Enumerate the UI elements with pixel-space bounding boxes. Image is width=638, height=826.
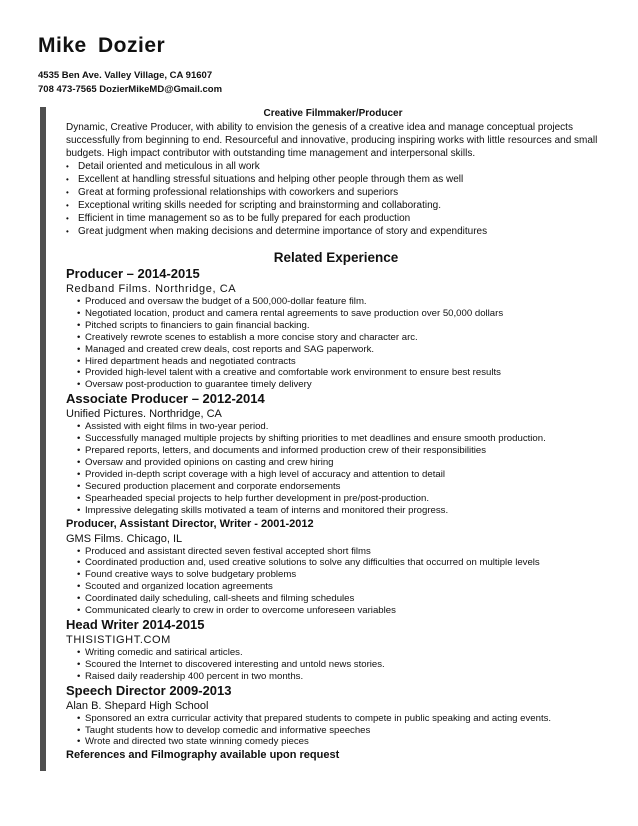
list-item: • Pitched scripts to financiers to gain financial backing. xyxy=(77,319,310,331)
bullet-icon: • xyxy=(66,175,69,184)
list-item: • Successfully managed multiple projects by shifting priorities to met deadlines and ensure smooth production. xyxy=(77,433,546,445)
list-item: • Hired department heads and negotiated contracts xyxy=(77,355,296,367)
company-name: Alan B. Shepard High School xyxy=(66,699,209,712)
list-item: • Negotiated location, product and camera rental agreements to save production over 50,000 dollars xyxy=(77,307,504,319)
sidebar-bar xyxy=(40,107,46,771)
list-item: • Produced and assistant directed seven festival accepted short films xyxy=(77,545,371,557)
bullet-icon: • xyxy=(77,355,81,367)
company-name: Redband Films. Northridge, CA xyxy=(66,283,237,295)
bullet-icon: • xyxy=(77,379,81,391)
company-name: Unified Pictures. Northridge, CA xyxy=(66,408,222,421)
job-bullets xyxy=(66,647,606,683)
list-item: • Coordinated daily scheduling, call-sheets and filming schedules xyxy=(77,593,355,605)
list-item: • Impressive delegating skills motivated a team of interns and monitored their progress. xyxy=(77,504,449,516)
bullet-icon: • xyxy=(77,296,81,307)
candidate-name: Mike Dozier xyxy=(38,34,166,57)
list-item: • Provided high-level talent with a creative and comfortable work environment to ensure best results xyxy=(77,367,501,379)
bullet-icon: • xyxy=(77,712,81,724)
bullet-icon: • xyxy=(77,670,81,682)
bullet-icon: • xyxy=(66,214,69,223)
bullet-icon: • xyxy=(77,557,81,569)
list-item: • Exceptional writing skills needed for scripting and brainstorming and collaborating. xyxy=(66,200,441,211)
list-item: • Oversaw post-production to guarantee timely delivery xyxy=(77,379,312,391)
list-item: • Produced and oversaw the budget of a 500,000-dollar feature film. xyxy=(77,296,367,307)
bullet-icon: • xyxy=(77,319,81,331)
bullet-icon: • xyxy=(77,433,81,445)
bullet-icon: • xyxy=(77,593,81,605)
company-name: GMS Films. Chicago, IL xyxy=(66,532,183,545)
list-item: • Scouted and organized location agreements xyxy=(77,581,273,593)
bullet-icon: • xyxy=(77,343,81,355)
address: 4535 Ben Ave. Valley Village, CA 91607 xyxy=(38,70,213,81)
bullet-icon: • xyxy=(66,162,69,171)
bullet-icon: • xyxy=(66,201,69,210)
resume-content xyxy=(66,107,606,763)
bullet-icon: • xyxy=(77,724,81,736)
bullet-icon: • xyxy=(77,658,81,670)
job-title: Producer, Assistant Director, Writer - 2001-2012 xyxy=(66,517,314,530)
bullet-icon: • xyxy=(77,445,81,457)
list-item: • Raised daily readership 400 percent in two months. xyxy=(77,670,304,682)
list-item: • Communicated clearly to crew in order to overcome unforeseen variables xyxy=(77,605,396,617)
list-item: • Assisted with eight films in two-year period. xyxy=(77,421,269,433)
list-item: • Provided in-depth script coverage with a high level of accuracy and attention to detail xyxy=(77,468,445,480)
bullet-icon: • xyxy=(77,331,81,343)
phone-email: 708 473-7565 DozierMikeMD@Gmail.com xyxy=(38,84,223,95)
list-item: • Excellent at handling stressful situations and helping other people through them as well xyxy=(66,174,464,185)
bullet-icon: • xyxy=(77,421,81,433)
job-bullets xyxy=(66,713,606,749)
list-item: • Creatively rewrote scenes to establish a more concise story and character arc. xyxy=(77,331,418,343)
bullet-icon: • xyxy=(77,456,81,468)
list-item: • Great at forming professional relationships with coworkers and superiors xyxy=(66,187,399,198)
bullet-icon: • xyxy=(77,569,81,581)
list-item: • Wrote and directed two state winning comedy pieces xyxy=(77,736,309,748)
list-item: • Prepared reports, letters, and documents and informed production crew of their responsibilities xyxy=(77,445,487,457)
section-title-experience: Related Experience xyxy=(273,250,399,265)
list-item: • Taught students how to develop comedic and informative speeches xyxy=(77,724,371,736)
job-title: Head Writer 2014-2015 xyxy=(66,616,205,632)
job-title: Speech Director 2009-2013 xyxy=(66,682,232,698)
bullet-icon: • xyxy=(77,367,81,379)
bullet-icon: • xyxy=(77,492,81,504)
bullet-icon: • xyxy=(77,736,81,748)
company-name: THISISTIGHT.COM xyxy=(66,633,171,646)
list-item: • Coordinated production and, used creative solutions to solve any difficulties that occurred on multiple levels xyxy=(77,557,540,569)
bullet-icon: • xyxy=(77,468,81,480)
summary-bullets xyxy=(66,160,606,238)
list-item: • Efficient in time management so as to be fully prepared for each production xyxy=(66,213,411,224)
job-title: Producer – 2014-2015 xyxy=(66,266,200,281)
bullet-icon: • xyxy=(66,227,69,236)
list-item: • Writing comedic and satirical articles. xyxy=(77,646,243,658)
job-bullets xyxy=(66,421,606,516)
bullet-icon: • xyxy=(77,307,81,319)
list-item: • Spearheaded special projects to help further development in pre/post-production. xyxy=(77,492,429,504)
references-note: References and Filmography available upon request xyxy=(66,749,340,762)
bullet-icon: • xyxy=(77,480,81,492)
summary-paragraph: Dynamic, Creative Producer, with ability to envision the genesis of a creative idea and manage conceptual projects successfully from beginning to end. Resourceful and innovative, producing inspiring works with little resources and small budgets. High impact contributor with outstanding time management and interpersonal skills. xyxy=(66,122,598,159)
bullet-icon: • xyxy=(77,605,81,617)
job-bullets xyxy=(66,296,606,391)
list-item: • Managed and created crew deals, cost reports and SAG paperwork. xyxy=(77,343,375,355)
list-item: • Great judgment when making decisions and determine importance of story and expenditures xyxy=(66,226,488,237)
job-title: Associate Producer – 2012-2014 xyxy=(66,391,265,407)
list-item: • Scoured the Internet to discovered interesting and untold news stories. xyxy=(77,658,385,670)
list-item: • Detail oriented and meticulous in all work xyxy=(66,161,260,172)
list-item: • Found creative ways to solve budgetary problems xyxy=(77,569,297,581)
list-item: • Secured production placement and corporate endorsements xyxy=(77,480,341,492)
bullet-icon: • xyxy=(77,646,81,658)
list-item: • Sponsored an extra curricular activity that prepared students to compete in public speaking and acting events. xyxy=(77,712,552,724)
bullet-icon: • xyxy=(77,581,81,593)
bullet-icon: • xyxy=(77,545,81,557)
bullet-icon: • xyxy=(66,188,69,197)
bullet-icon: • xyxy=(77,504,81,516)
summary-title: Creative Filmmaker/Producer xyxy=(263,108,403,119)
job-bullets xyxy=(66,546,606,617)
list-item: • Oversaw and provided opinions on casting and crew hiring xyxy=(77,456,334,468)
